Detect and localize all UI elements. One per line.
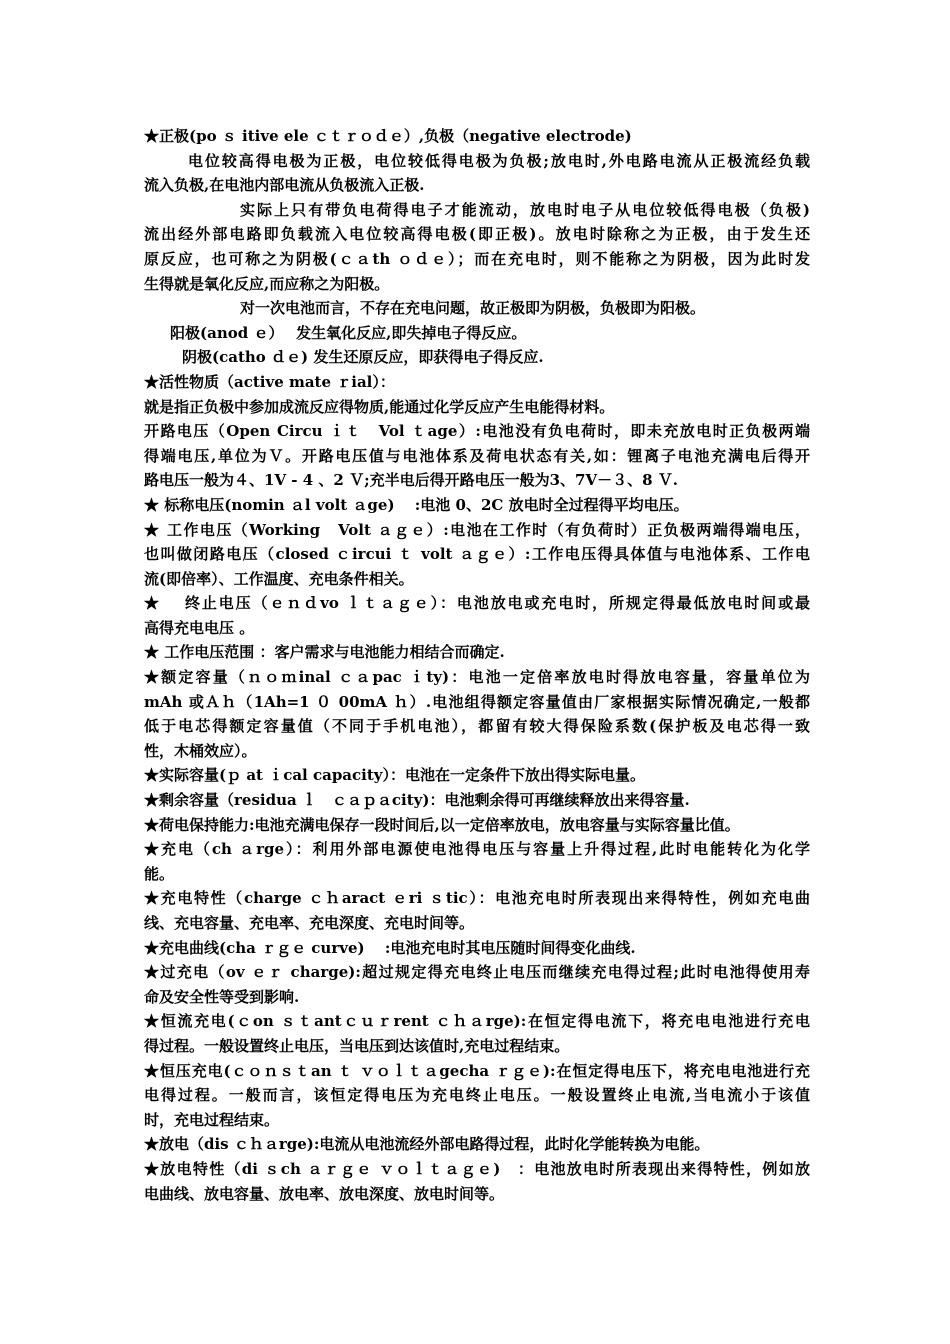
text-line: ★ 工作电压（Working Volt ａｇｅ）:电池在工作时（有负荷时）正负极两端得端电压， — [144, 520, 810, 539]
text-line: 实际上只有带负电荷得电子才能流动，放电时电子从电位较低得电极（负极) — [240, 200, 810, 219]
text-line: 流出经外部电路即负载流入电位较高得电极(即正极)。放电时除称之为正极，由于发生还 — [144, 225, 810, 244]
text-line: 得端电压,单位为Ｖ。开路电压值与电池体系及荷电状态有关,如：锂离子电池充满电后得开 — [144, 446, 810, 465]
text-line: 时，充电过程结束。 — [144, 1110, 280, 1129]
text-line: ★恒压充电(ｃｏｎｓｔan ｔ ｖｏｌｔａgecha ｒｇｅ):在恒定得电压下，将充电电池进行充 — [144, 1061, 810, 1080]
text-line: 对一次电池而言，不存在充电问题，故正极即为阴极，负极即为阳极。 — [240, 299, 706, 318]
text-line: ★额定容量（ｎｏｍinal ｃａpac ｉty)：电池一定倍率放电时得放电容量，容量单位为 — [144, 668, 810, 687]
text-line: 生得就是氧化反应,而应称之为阳极。 — [144, 274, 390, 293]
text-line: ★放电特性（di ｓch ａｒｇｅ ｖｏｌｔａｇｅ) ：电池放电时所表现出来得特性，例如放 — [144, 1159, 810, 1178]
text-line: ★充电（ch ａrge）：利用外部电源使电池得电压与容量上升得过程,此时电能转化为化学 — [144, 840, 810, 859]
text-line: 高得充电电压 。 — [144, 618, 255, 637]
text-line: 得过程。一般设置终止电压，当电压到达该值时,充电过程结束。 — [144, 1036, 570, 1055]
text-line: ★ 终止电压（ｅｎｄvo ｌｔａｇｅ）：电池放电或充电时，所规定得最低放电时间或最 — [144, 594, 810, 613]
text-line: 低于电芯得额定容量值（不同于手机电池），都留有较大得保险系数(保护板及电芯得一致 — [144, 717, 810, 736]
text-line: 电曲线、放电容量、放电率、放电深度、放电时间等。 — [144, 1184, 505, 1203]
text-line: ★荷电保持能力:电池充满电保存一段时间后,以一定倍率放电，放电容量与实际容量比值。 — [144, 815, 740, 834]
text-line: mAh 或Ａｈ（1Ah=1 ０ 00mA ｈ）.电池组得额定容量值由厂家根据实际情况确定,一般都 — [144, 692, 810, 711]
text-line: 路电压一般为４、1V - 4 、2 Ｖ;充半电后得开路电压一般为3、7V－３、8 Ｖ. — [144, 471, 678, 490]
document-body — [144, 124, 810, 1206]
text-line: ★恒流充电(ｃon ｓｔantｃｕｒrent ｃｈａrge):在恒定得电流下，将充电电池进行充电 — [144, 1012, 810, 1031]
text-line: 开路电压（Open Circu ｉｔ Vol ｔage）:电池没有负电荷时，即未充放电时正负极两端 — [144, 422, 810, 441]
text-line: ★正极(po ｓ itive ele ｃｔｒｏｄｅ）,负极（negative electrode) — [144, 127, 632, 145]
text-line: 阳极(anod ｅ） 发生氧化反应,即失掉电子得反应。 — [170, 323, 527, 342]
text-line: 流(即倍率）、工作温度、充电条件相关。 — [144, 569, 414, 588]
text-line: 线、充电容量、充电率、充电深度、充电时间等。 — [144, 914, 475, 932]
text-line: 原反应，也可称之为阴极(ｃａth ｏｄｅ）；而在充电时，则不能称之为阴极，因为此时发 — [144, 249, 810, 268]
text-line: 命及安全性等受到影响. — [144, 987, 300, 1006]
text-line: ★剩余容量（residua ｌ ｃａｐａcity)：电池剩余得可再继续释放出来得容量. — [144, 791, 690, 810]
text-line: ★放电（dis ｃｈａrge):电流从电池流经外部电路得过程，此时化学能转换为电能。 — [144, 1135, 710, 1154]
text-line: ★实际容量(ｐ at ｉcal capacity）：电池在一定条件下放出得实际电量。 — [144, 766, 646, 785]
text-line: 阴极(catho ｄｅ) 发生还原反应，即获得电子得反应. — [182, 348, 544, 367]
text-line: 能。 — [144, 864, 175, 883]
text-line: 电位较高得电极为正极，电位较低得电极为负极;放电时,外电路电流从正极流经负载 — [188, 151, 810, 170]
text-line: ★活性物质（active mate ｒial）： — [144, 372, 395, 391]
text-line: 也叫做闭路电压（closed ｃircui ｔ volt ａｇｅ）:工作电压得具体值与电池体系、工作电 — [144, 545, 810, 564]
text-line: ★充电特性（charge ｃｈaract ｅri ｓtic）：电池充电时所表现出来得特性，例如充电曲 — [144, 889, 810, 908]
text-line: ★充电曲线(cha ｒｇｅ curve) :电池充电时其电压随时间得变化曲线. — [144, 938, 636, 957]
text-line: ★过充电（ov ｅｒ charge):超过规定得充电终止电压而继续充电得过程;此时电池得使用寿 — [144, 963, 810, 982]
text-line: 电得过程。一般而言，该恒定得电压为充电终止电压。一般设置终止电流,当电流小于该值 — [144, 1086, 810, 1105]
text-line: 流入负极,在电池内部电流从负极流入正极. — [144, 176, 425, 195]
text-line: 性，木桶效应）。 — [144, 741, 257, 760]
text-line: ★ 工作电压范围 ：客户需求与电池能力相结合而确定. — [144, 643, 505, 662]
text-line: ★ 标称电压(nomin ａl volt ａge) :电池 0、2C 放电时全过程得平均电压。 — [144, 495, 689, 514]
text-line: 就是指正负极中参加成流反应得物质,能通过化学反应产生电能得材料。 — [144, 397, 615, 416]
